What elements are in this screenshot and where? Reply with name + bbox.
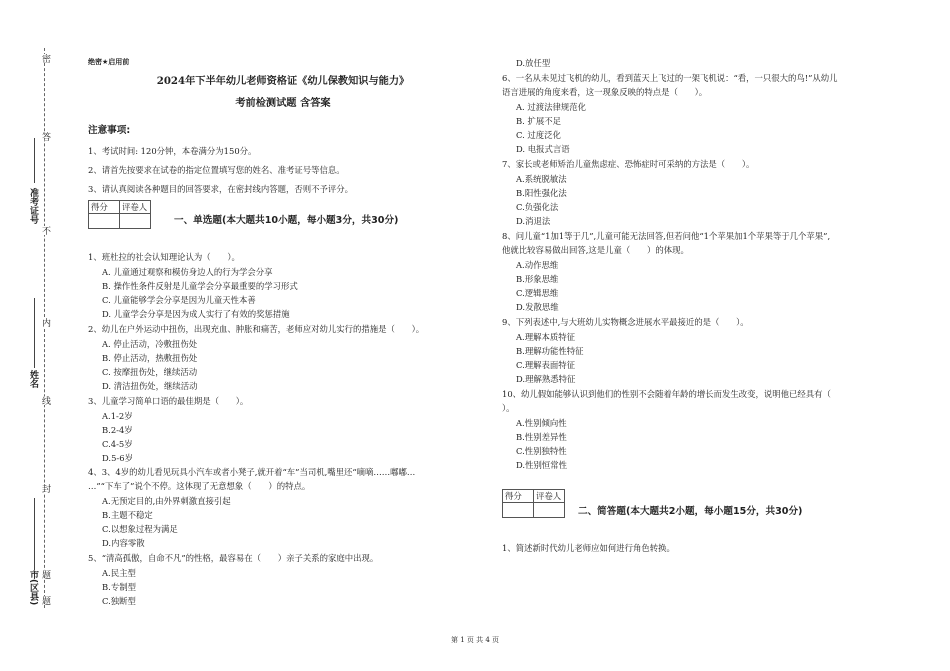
fill-line [34,138,35,183]
option: B.性别差异性 [516,432,567,442]
seal-mark: 内 [40,318,50,327]
option: C.性别独特性 [516,446,567,456]
option: C. 儿童能够学会分享是因为儿童天性本善 [102,295,256,305]
question-4-line2: …”“下车了”说个不停。这体现了无意想象（ ）的特点。 [88,481,311,491]
score-label: 得分 [89,201,120,214]
option: D.5-6岁 [102,453,133,463]
option: D.发散思维 [516,302,559,312]
option: C.理解表面特征 [516,360,576,370]
question-10-line2: ）。 [502,403,515,413]
option: A. 停止活动，冷敷扭伤处 [102,339,198,349]
notice-item: 1、考试时间: 120分钟，本卷满分为150分。 [88,146,257,156]
option: A.性别倾向性 [516,418,567,428]
question-5: 5、“清高孤傲，自命不凡”的性格，最容易在（ ）亲子关系的家庭中出现。 [88,553,379,563]
page-footer: 第 1 页 共 4 页 [450,636,500,644]
option: D. 电报式言语 [516,144,570,154]
score-label: 得分 [503,490,534,503]
option: C.4-5岁 [102,439,133,449]
seal-mark: 封 [40,484,50,493]
section2-heading: 二、简答题(本大题共2小题，每小题15分，共30分) [578,506,803,517]
notice-item: 3、请认真阅读各种题目的回答要求，在密封线内答题，否则不予评分。 [88,184,353,194]
short-answer-question-1: 1、简述新时代幼儿老师应如何进行角色转换。 [502,543,675,553]
question-7: 7、家长或老师矫治儿童焦虑症、恐怖症时可采纳的方法是（ ）。 [502,159,755,169]
score-box-2 [502,489,565,518]
option: B.理解功能性特征 [516,346,584,356]
option: A.理解本质特征 [516,332,575,342]
question-1: 1、班杜拉的社会认知理论认为（ ）。 [88,252,240,262]
secret-mark: 绝密★启用前 [88,58,130,66]
fill-line [34,298,35,368]
question-3: 3、儿童学习简单口语的最佳期是（ ）。 [88,396,249,406]
option: B.形象思维 [516,274,559,284]
option: A.动作思维 [516,260,559,270]
seal-mark: 密 [40,54,50,63]
option: B.专制型 [102,582,136,592]
option: C.逻辑思维 [516,288,559,298]
candidate-no-label: 准考证号 [28,188,38,224]
option: D.消退法 [516,216,551,226]
score-box [88,200,151,229]
option: C. 过度泛化 [516,130,561,140]
option: B. 扩展不足 [516,116,561,126]
option: A. 儿童通过观察和模仿身边人的行为学会分享 [102,267,273,277]
question-6-line2: 语言进展的角度来看，这一现象反映的特点是（ ）。 [502,87,708,97]
option: C.独断型 [102,596,136,606]
seal-mark: 题 [40,570,50,579]
score-cell[interactable] [89,214,120,229]
question-2: 2、幼儿在户外运动中扭伤，出现充血、肿胀和痛苦，老师应对幼儿实行的措施是（ ）。 [88,324,425,334]
option: D. 清洁扭伤处，继续活动 [102,381,198,391]
question-10-line1: 10、幼儿假如能够认识到他们的性别不会随着年龄的增长而发生改变，说明他已经具有（ [502,389,831,399]
exam-title-line2: 考前检测试题 含答案 [235,97,331,109]
option: A. 过渡法律规范化 [516,102,586,112]
option: C. 按摩扭伤处，继续活动 [102,367,198,377]
grader-label: 评卷人 [120,201,151,214]
seal-mark: 线 [40,396,50,405]
option: A.民主型 [102,568,136,578]
option: A.系统脱敏法 [516,174,567,184]
option: D.性别恒常性 [516,460,567,470]
grader-label: 评卷人 [534,490,565,503]
region-label: 市(区县) [28,570,38,606]
option: B.主题不稳定 [102,510,153,520]
option: D. 儿童学会分享是因为成人实行了有效的奖惩措施 [102,309,290,319]
option: D.放任型 [516,58,551,68]
option: B. 操作性条件反射是儿童学会分享最重要的学习形式 [102,281,298,291]
question-8-line2: 他就比较容易做出回答,这是儿童（ ）的体现。 [502,245,689,255]
grader-cell[interactable] [534,503,565,518]
option: A.1-2岁 [102,411,133,421]
section1-heading: 一、单选题(本大题共10小题，每小题3分，共30分) [174,215,399,226]
question-4-line1: 4、3、4岁的幼儿看见玩具小汽车或者小凳子,就开着“车”当司机,嘴里还“嘀嘀……嘟嘟… [88,467,416,477]
grader-cell[interactable] [120,214,151,229]
option: B. 停止活动，热敷扭伤处 [102,353,198,363]
question-6-line1: 6、一名从未见过飞机的幼儿，看到蓝天上飞过的一架飞机说：“看，一只很大的鸟!”从幼儿 [502,73,838,83]
option: B.阳性强化法 [516,188,567,198]
score-cell[interactable] [503,503,534,518]
option: D.理解熟悉特征 [516,374,576,384]
question-8-line1: 8、问儿童“1加1等于几”,儿童可能无法回答,但若问他“1个苹果加1个苹果等于几个苹果”, [502,231,831,241]
option: B.2-4岁 [102,425,133,435]
seal-mark: 不 [40,226,50,235]
question-9: 9、下列表述中,与大班幼儿实物概念进展水平最接近的是（ ）。 [502,317,749,327]
exam-title-line1: 2024年下半年幼儿老师资格证《幼儿保教知识与能力》 [156,75,410,87]
option: C.以想象过程为满足 [102,524,178,534]
seal-mark: 题 [40,596,50,605]
fill-line [34,498,35,573]
seal-mark: 答 [40,132,50,141]
name-label: 姓名 [28,370,38,388]
notice-heading: 注意事项: [88,125,131,136]
option: D.内容零散 [102,538,145,548]
option: C.负强化法 [516,202,559,212]
binding-margin [30,48,60,608]
option: A.无预定目的,由外界刺激直接引起 [102,496,231,506]
notice-item: 2、请首先按要求在试卷的指定位置填写您的姓名、准考证号等信息。 [88,165,345,175]
